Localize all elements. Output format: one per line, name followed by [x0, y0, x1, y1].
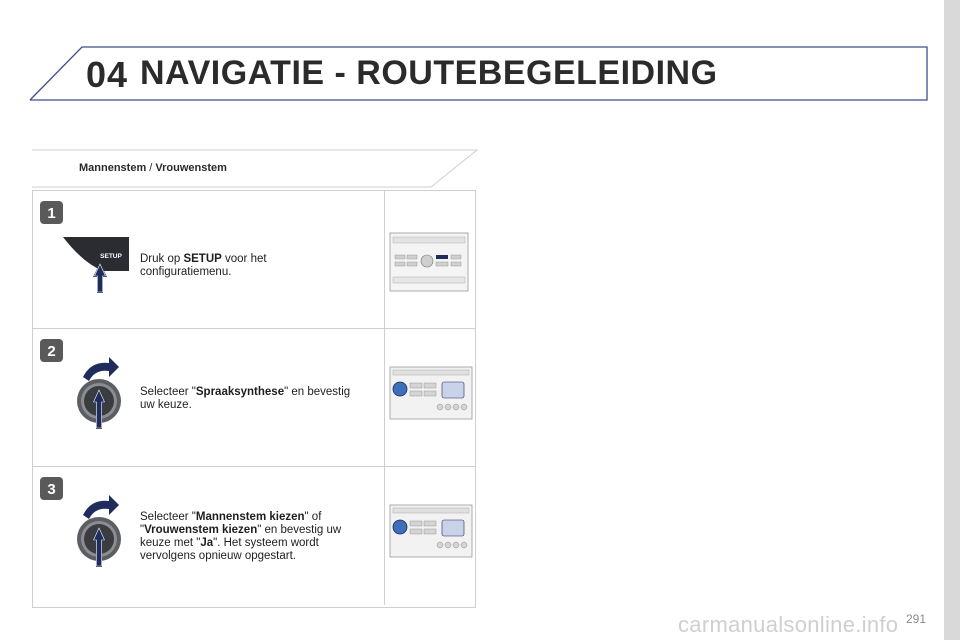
page-number: 291	[906, 612, 927, 626]
text-bold: Vrouwenstem kiezen	[144, 524, 258, 536]
watermark: carmanualsonline.info	[678, 612, 899, 637]
radio-panel-thumbnail	[388, 365, 474, 421]
section-frame	[0, 140, 500, 192]
step-divider	[384, 191, 385, 328]
text: Selecteer "	[140, 386, 196, 398]
step-instruction	[140, 386, 360, 412]
text-bold: Ja	[200, 537, 214, 549]
step-instruction	[140, 253, 360, 279]
step-divider	[384, 467, 385, 605]
step-number: 2	[47, 343, 56, 360]
section-title-separator: /	[146, 162, 156, 174]
section-title-male: Mannenstem	[79, 162, 147, 174]
step-instruction	[140, 511, 360, 563]
step-row	[33, 467, 475, 605]
rotary-knob-icon	[73, 353, 123, 433]
chapter-number: 04	[86, 54, 129, 95]
section-title-female: Vrouwenstem	[155, 162, 227, 174]
page-side-strip	[944, 0, 960, 640]
text-bold: Spraaksynthese	[195, 386, 285, 398]
step-number: 3	[47, 481, 56, 498]
step-number: 1	[47, 205, 56, 222]
rotary-knob-icon	[73, 491, 123, 571]
text: Druk op	[140, 253, 184, 265]
text-bold: SETUP	[183, 253, 222, 265]
step-row	[33, 191, 475, 329]
step-number-badge	[39, 338, 64, 363]
text: " en bevestig uw keuze met "	[140, 524, 342, 549]
radio-panel-thumbnail	[388, 503, 474, 559]
radio-panel-thumbnail	[388, 231, 470, 293]
text: ". Het systeem wordt vervolgens opnieuw opgestart.	[140, 537, 319, 562]
section-title	[79, 162, 227, 174]
steps-table	[32, 190, 476, 608]
step-number-badge	[39, 200, 64, 225]
text: voor het configuratiemenu.	[140, 253, 267, 278]
step-row	[33, 329, 475, 467]
setup-button-icon	[63, 233, 133, 295]
text: " en bevestig uw keuze.	[140, 386, 351, 411]
text-bold: Mannenstem kiezen	[195, 511, 305, 523]
text: " of "	[140, 511, 322, 536]
setup-button-label: SETUP	[100, 253, 122, 260]
step-number-badge	[39, 476, 64, 501]
text: Selecteer "	[140, 511, 196, 523]
page-title: NAVIGATIE - ROUTEBEGELEIDING	[140, 54, 718, 92]
step-divider	[384, 329, 385, 466]
